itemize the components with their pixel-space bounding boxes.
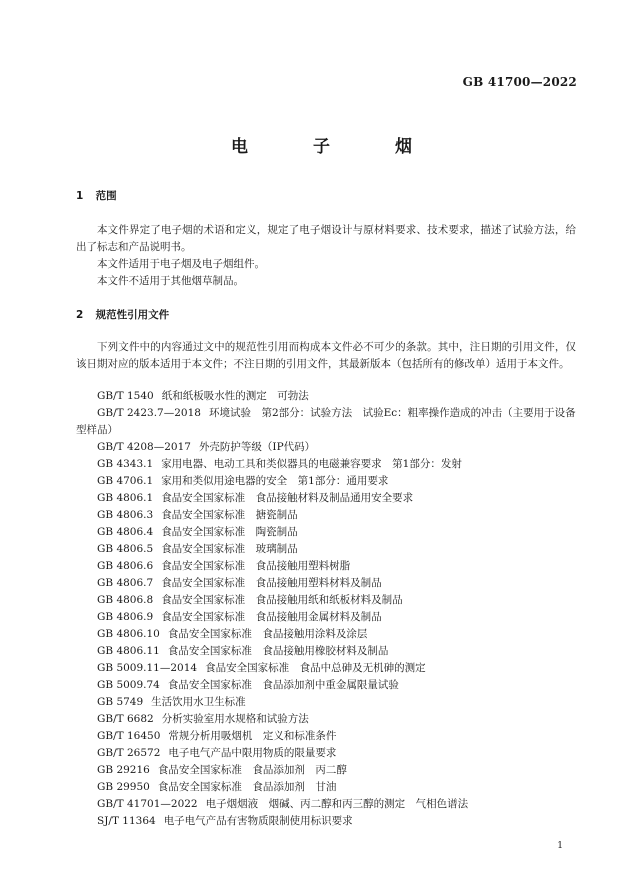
reference-item <box>76 762 576 779</box>
reference-title: 纸和纸板吸水性的测定 可勃法 <box>161 390 309 402</box>
reference-code: GB 4806.9 <box>97 611 154 623</box>
scope-paragraph: 本文件界定了电子烟的术语和定义，规定了电子烟设计与原材料要求、技术要求，描述了试验方法，给出了标志和产品说明书。 <box>76 224 576 253</box>
reference-item <box>76 660 576 677</box>
reference-code: GB/T 2423.7—2018 <box>97 407 201 419</box>
reference-code: GB 5749 <box>97 696 144 708</box>
reference-title: 食品安全国家标准 食品添加剂 丙二醇 <box>157 764 347 776</box>
reference-item <box>76 626 576 643</box>
reference-title: 食品安全国家标准 陶瓷制品 <box>161 526 298 538</box>
reference-title: 食品安全国家标准 玻璃制品 <box>161 543 298 555</box>
reference-code: GB/T 26572 <box>97 747 161 759</box>
reference-title: 食品安全国家标准 食品接触用涂料及涂层 <box>167 628 368 640</box>
reference-title: 食品安全国家标准 食品接触材料及制品通用安全要求 <box>161 492 414 504</box>
reference-item <box>76 711 576 728</box>
reference-list <box>76 388 576 830</box>
scope-applicability: 本文件适用于电子烟及电子烟组件。 <box>97 258 265 270</box>
reference-item <box>76 796 576 813</box>
reference-code: GB/T 1540 <box>97 390 154 402</box>
section-1-number: 1 <box>76 190 84 202</box>
reference-title: 常规分析用吸烟机 定义和标准条件 <box>168 730 337 742</box>
reference-item <box>76 541 576 558</box>
reference-title: 环境试验 第2部分：试验方法 试验Ec：粗率操作造成的冲击（主要用于设备型样品） <box>76 407 576 436</box>
section-2-heading <box>76 307 169 322</box>
reference-title: 电子烟烟液 烟碱、丙二醇和丙三醇的测定 气相色谱法 <box>205 798 469 810</box>
section-1-heading <box>76 188 117 203</box>
scope-exclusion: 本文件不适用于其他烟草制品。 <box>97 275 244 287</box>
reference-title: 食品安全国家标准 搪瓷制品 <box>161 509 298 521</box>
reference-item <box>76 677 576 694</box>
reference-code: GB 4806.10 <box>97 628 160 640</box>
reference-item <box>76 694 576 711</box>
reference-title: 食品安全国家标准 食品接触用金属材料及制品 <box>161 611 382 623</box>
reference-code: GB 4806.3 <box>97 509 154 521</box>
section-2-number: 2 <box>76 309 84 321</box>
reference-code: SJ/T 11364 <box>97 815 156 827</box>
reference-item <box>76 473 576 490</box>
normative-references-intro: 下列文件中的内容通过文中的规范性引用而构成本文件必不可少的条款。其中，注日期的引用文件，仅该日期对应的版本适用于本文件；不注日期的引用文件，其最新版本（包括所有的修改单）适用于本文件。 <box>76 341 576 370</box>
reference-code: GB 4706.1 <box>97 475 154 487</box>
section-2-title: 规范性引用文件 <box>95 309 170 321</box>
reference-title: 食品安全国家标准 食品接触用塑料树脂 <box>161 560 351 572</box>
reference-item <box>76 490 576 507</box>
reference-item <box>76 609 576 626</box>
reference-code: GB 29950 <box>97 781 150 793</box>
reference-title: 食品安全国家标准 食品接触用塑料材料及制品 <box>161 577 382 589</box>
reference-code: GB 4806.11 <box>97 645 160 657</box>
reference-item <box>76 592 576 609</box>
reference-item <box>76 507 576 524</box>
reference-title: 食品安全国家标准 食品接触用橡胶材料及制品 <box>167 645 389 657</box>
reference-title: 外壳防护等级（IP代码） <box>198 441 316 453</box>
reference-title: 家用和类似用途电器的安全 第1部分：通用要求 <box>161 475 389 487</box>
reference-item <box>76 456 576 473</box>
reference-code: GB/T 4208—2017 <box>97 441 191 453</box>
reference-code: GB 4806.5 <box>97 543 154 555</box>
reference-title: 电子电气产品中限用物质的限量要求 <box>168 747 337 759</box>
reference-code: GB/T 41701—2022 <box>97 798 198 810</box>
reference-code: GB 4806.6 <box>97 560 154 572</box>
reference-title: 分析实验室用水规格和试验方法 <box>161 713 309 725</box>
reference-code: GB 4343.1 <box>97 458 154 470</box>
reference-item <box>76 575 576 592</box>
reference-item <box>76 643 576 660</box>
reference-title: 食品安全国家标准 食品中总砷及无机砷的测定 <box>205 662 426 674</box>
reference-item <box>76 728 576 745</box>
reference-code: GB 5009.74 <box>97 679 160 691</box>
document-title: 电 子 烟 <box>231 137 436 157</box>
reference-code: GB 29216 <box>97 764 150 776</box>
reference-code: GB 5009.11—2014 <box>97 662 198 674</box>
reference-title: 食品安全国家标准 食品添加剂 甘油 <box>157 781 337 793</box>
reference-title: 食品安全国家标准 食品添加剂中重金属限量试验 <box>167 679 399 691</box>
reference-item <box>76 558 576 575</box>
reference-code: GB/T 16450 <box>97 730 161 742</box>
reference-item <box>76 813 576 830</box>
reference-item <box>76 388 576 405</box>
reference-item <box>76 439 576 456</box>
reference-item <box>76 745 576 762</box>
standard-number: GB 41700—2022 <box>462 75 577 89</box>
reference-code: GB 4806.4 <box>97 526 154 538</box>
reference-item <box>76 779 576 796</box>
reference-code: GB/T 6682 <box>97 713 154 725</box>
reference-title: 食品安全国家标准 食品接触用纸和纸板材料及制品 <box>161 594 403 606</box>
reference-code: GB 4806.1 <box>97 492 154 504</box>
reference-item <box>76 524 576 541</box>
reference-title: 家用电器、电动工具和类似器具的电磁兼容要求 第1部分：发射 <box>161 458 462 470</box>
reference-item <box>76 405 576 439</box>
reference-code: GB 4806.8 <box>97 594 154 606</box>
reference-code: GB 4806.7 <box>97 577 154 589</box>
page-number: 1 <box>557 841 563 851</box>
reference-title: 生活饮用水卫生标准 <box>151 696 246 708</box>
section-1-title: 范围 <box>95 190 117 202</box>
reference-title: 电子电气产品有害物质限制使用标识要求 <box>163 815 353 827</box>
